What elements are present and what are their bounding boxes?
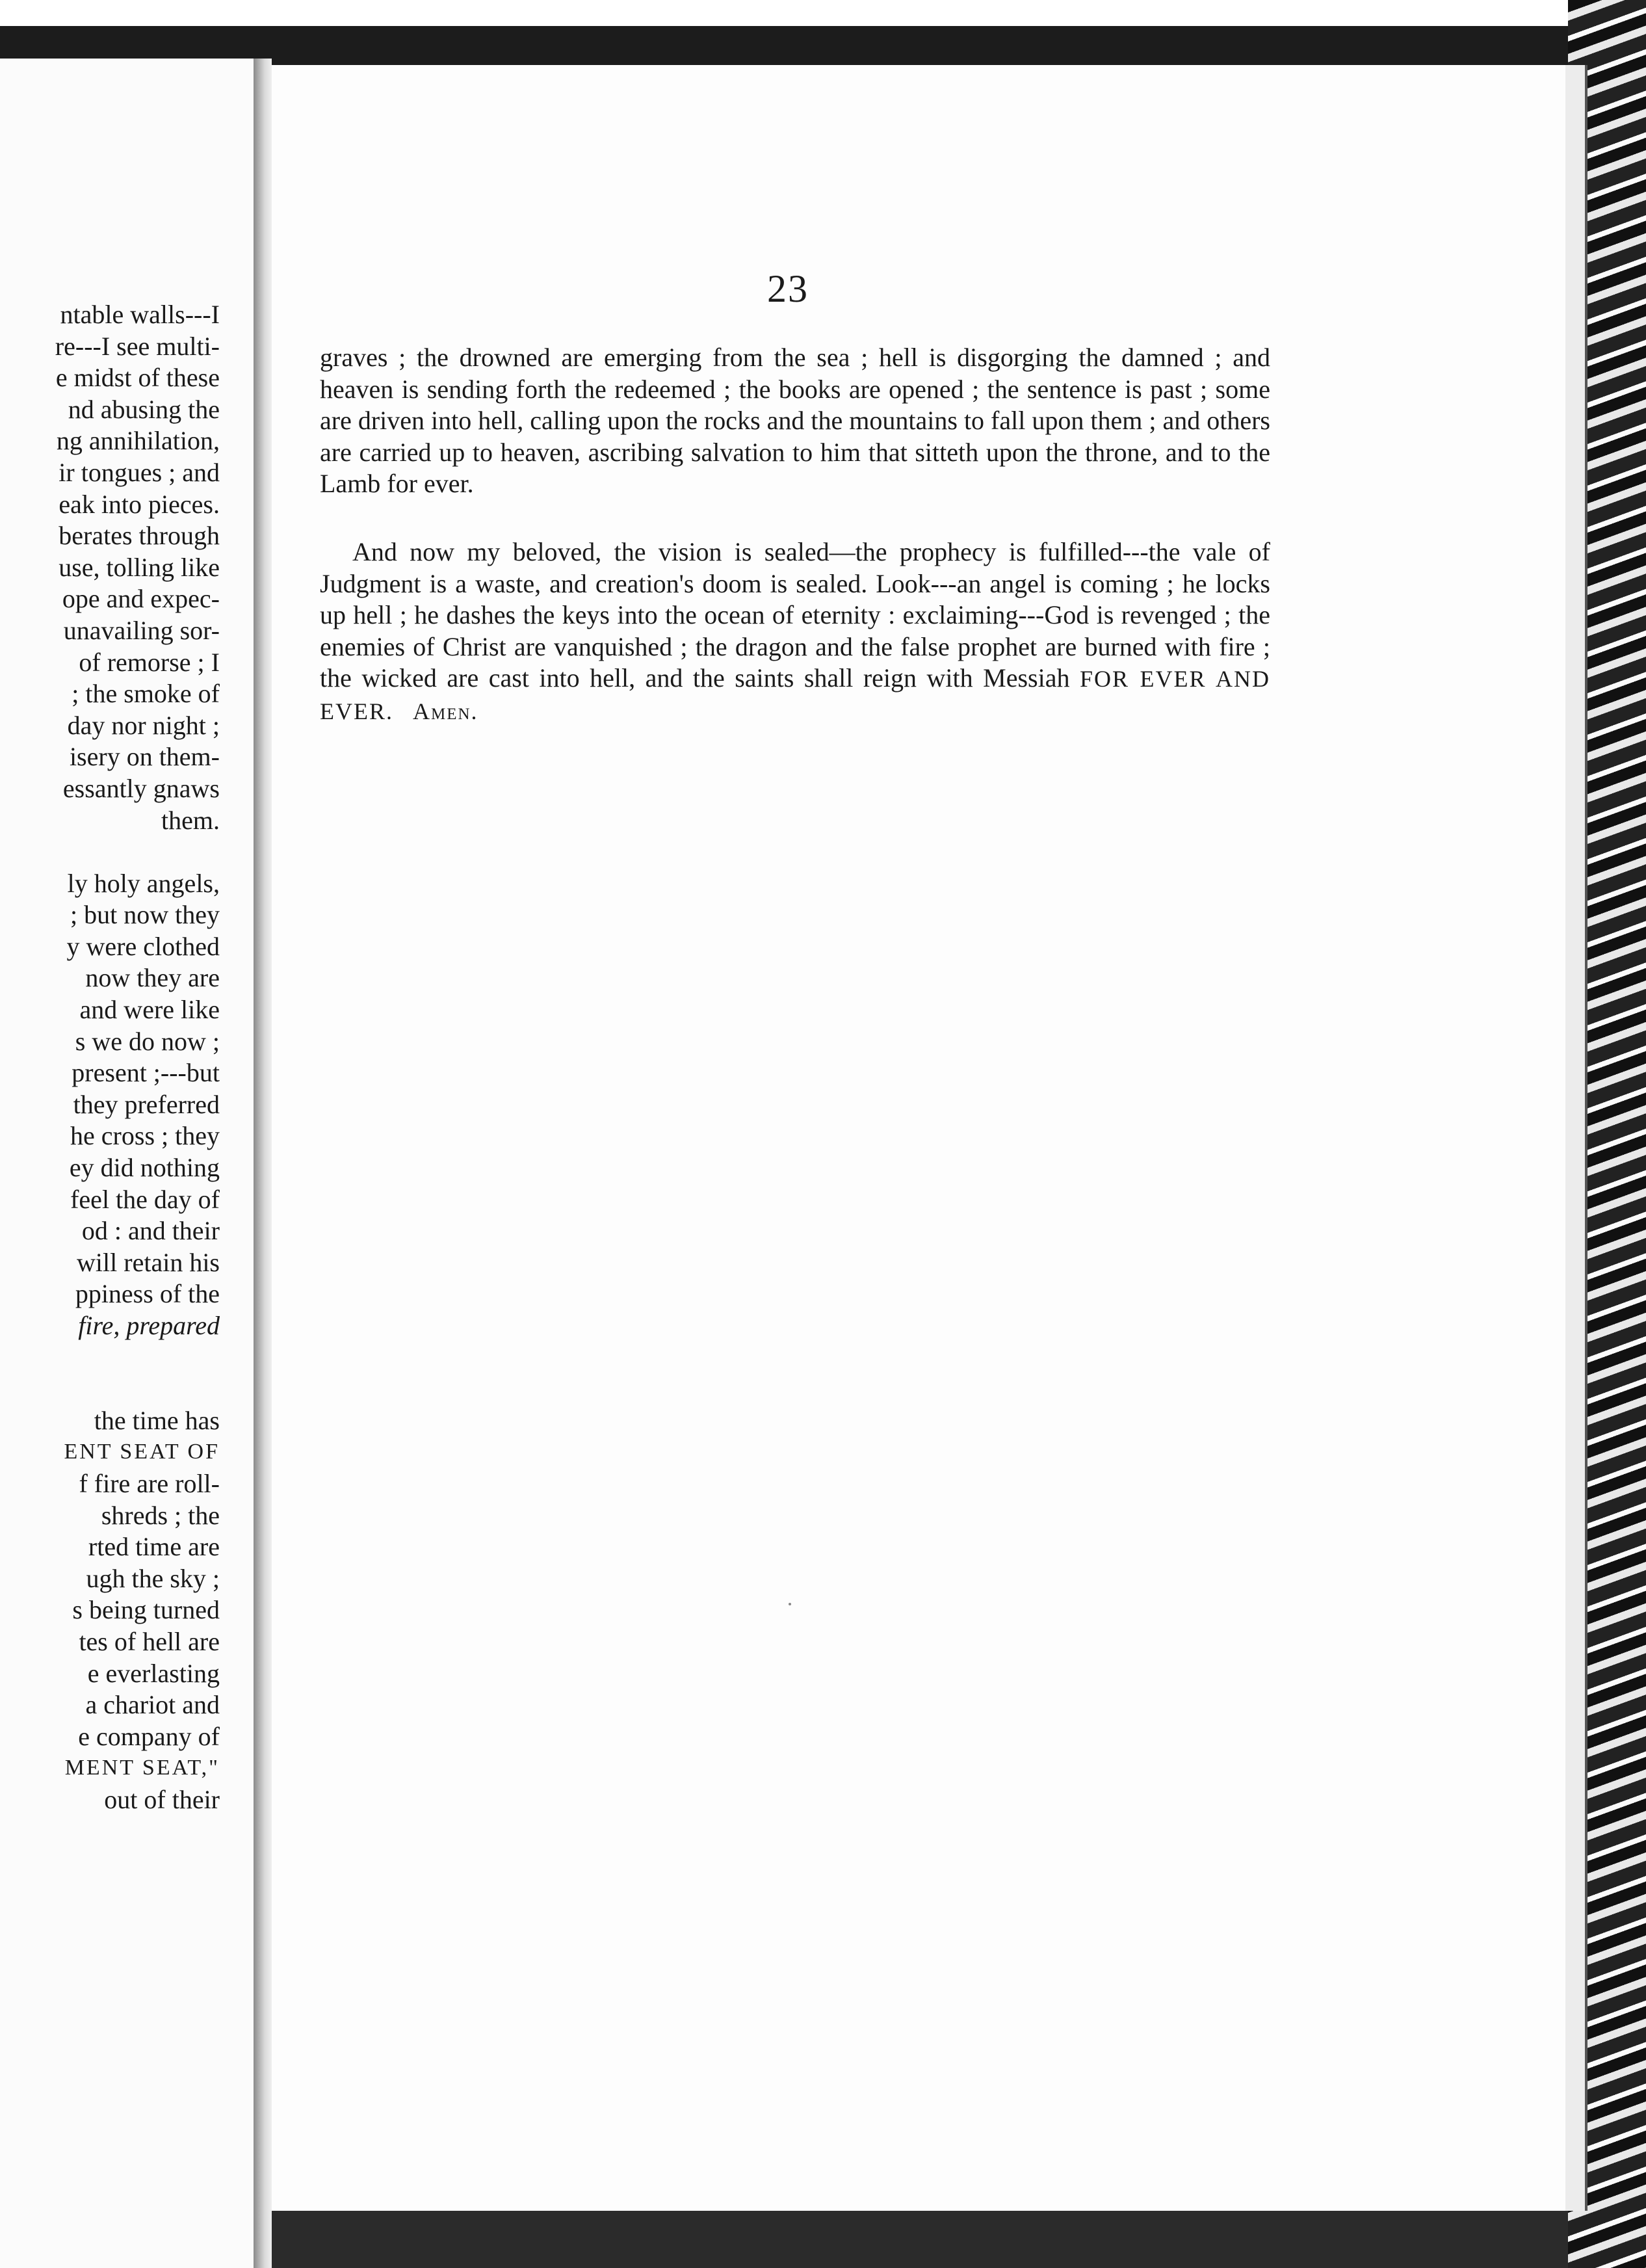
left-page-line: od : and their	[81, 1216, 220, 1246]
left-page-line: present ;---but	[72, 1058, 220, 1088]
left-page-text	[0, 299, 220, 1816]
paragraph-1: graves ; the drowned are emerging from the sea ; hell is disgorging the damned ; and heaven is sending forth the redeemed ; the books are opened ; the sentence is past ; some are driven into hell, calling upon the rocks and the mountains to fall upon them ; and others are carried up to heaven, ascribing salvation to him that sitteth upon the throne, and to the Lamb for ever.	[320, 343, 1270, 499]
left-page-line: ppiness of the	[75, 1279, 220, 1309]
paper-speck	[789, 1603, 791, 1605]
left-page-line: s being turned	[72, 1595, 220, 1625]
left-page-line: ntable walls---I	[60, 300, 220, 329]
left-page-line: eak into pieces.	[59, 489, 220, 519]
left-page-line: isery on them-	[69, 742, 220, 772]
left-page-line: rted time are	[88, 1532, 220, 1562]
left-page-line: berates through	[59, 521, 220, 551]
left-page-line	[0, 1373, 220, 1405]
left-page-line: ir tongues ; and	[59, 457, 220, 487]
left-page-line: ng annihilation,	[56, 426, 220, 456]
left-page-line: will retain his	[77, 1247, 220, 1277]
left-page	[0, 59, 263, 2268]
left-page-line: ENT SEAT OF	[64, 1440, 220, 1464]
left-page-line: s we do now ;	[75, 1026, 220, 1056]
left-page-line: and were like	[79, 995, 220, 1025]
left-page-line: ope and expec-	[62, 584, 220, 614]
left-page-line: they preferred	[73, 1089, 220, 1119]
paragraph-2-caps: FOR EVER AND EVER.	[320, 666, 1271, 724]
left-page-line: unavailing sor-	[63, 615, 220, 645]
left-page-line: the time has	[94, 1405, 220, 1435]
left-page-line: e midst of these	[55, 363, 220, 393]
left-page-line: out of their	[104, 1784, 220, 1814]
left-page-line: e company of	[78, 1721, 220, 1751]
paragraph-2-main: And now my beloved, the vision is sealed—the prophecy is fulfilled---the vale of Judgment is a waste, and creation's doom is sealed. Look---an angel is coming ; he locks up hell ; he dashes the keys into the ocean of eternity : exclaiming---God is revenged ; the enemies of Christ are vanquished ; the dragon and the false prophet are burned with fire ; the wicked are cast into hell, and the saints shall reign with Messiah	[320, 536, 1270, 693]
left-page-line: feel the day of	[70, 1184, 220, 1214]
left-page-line	[0, 1342, 220, 1374]
left-page-line: he cross ; they	[70, 1121, 220, 1151]
left-page-line: essantly gnaws	[62, 773, 220, 803]
left-page-line: shreds ; the	[101, 1500, 220, 1530]
left-page-line: MENT SEAT,"	[64, 1756, 220, 1780]
left-page-line: tes of hell are	[79, 1626, 220, 1656]
left-page-line: ; the smoke of	[72, 679, 220, 709]
left-page-line: use, tolling like	[59, 552, 220, 582]
paragraph-2	[320, 536, 1270, 728]
left-page-line: them.	[161, 805, 220, 835]
paragraph-2-amen: Amen.	[413, 698, 478, 724]
left-page-line: ; but now they	[70, 900, 220, 930]
page-number: 23	[767, 267, 809, 310]
left-page-line: ly holy angels,	[67, 868, 220, 898]
left-page-line: of remorse ; I	[79, 647, 220, 677]
left-page-line: ugh the sky ;	[86, 1563, 220, 1593]
left-page-line	[0, 836, 220, 868]
body-text	[320, 342, 1270, 728]
left-page-line: y were clothed	[66, 931, 220, 961]
left-page-line: f fire are roll-	[79, 1468, 220, 1498]
left-page-line: day nor night ;	[67, 710, 220, 740]
book-gutter	[254, 59, 272, 2268]
left-page-line: re---I see multi-	[55, 331, 220, 361]
left-page-line: nd abusing the	[68, 394, 220, 424]
left-page-line: ey did nothing	[69, 1153, 220, 1183]
left-page-line: fire, prepared	[78, 1311, 220, 1340]
left-page-line: e everlasting	[87, 1658, 220, 1688]
left-page-line: now they are	[85, 963, 220, 993]
left-page-line: a chariot and	[85, 1690, 220, 1720]
